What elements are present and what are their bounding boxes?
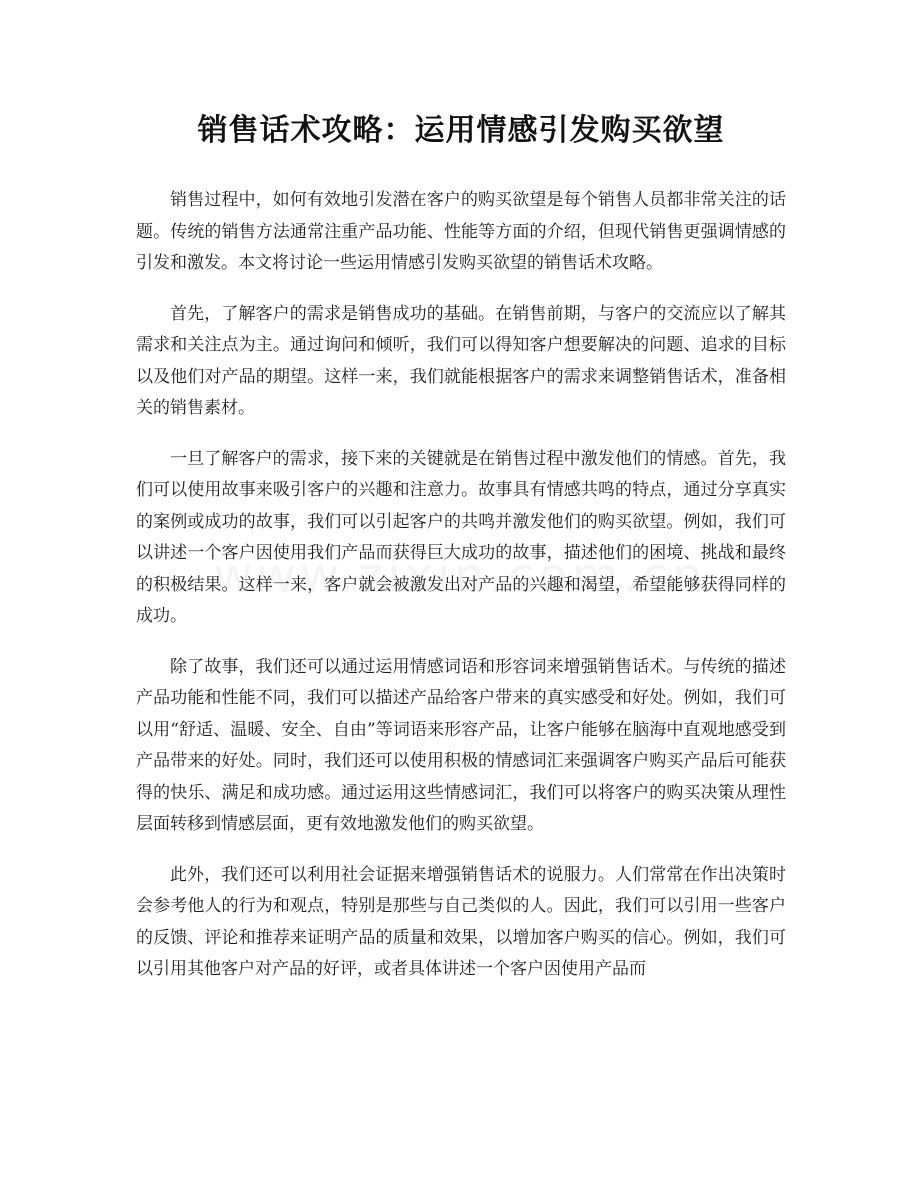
paragraph-understand-needs: 首先，了解客户的需求是销售成功的基础。在销售前期，与客户的交流应以了解其需求和关注点为主。通过询问和倾听，我们可以得知客户想要解决的问题、追求的目标以及他们对产品的期望。这样一来，我们就能根据客户的需求来调整销售话术，准备相关的销售素材。 [136, 303, 786, 418]
paragraph-emotional-words: 除了故事，我们还可以通过运用情感词语和形容词来增强销售话术。与传统的描述产品功能和性能不同，我们可以描述产品给客户带来的真实感受和好处。例如，我们可以用“舒适、温暖、安全、自由”等词语来形容产品，让客户能够在脑海中直观地感受到产品带来的好处。同时，我们还可以使用积极的情感词汇来强调客户购买产品后可能获得的快乐、满足和成功感。通过运用这些情感词汇，我们可以将客户的购买决策从理性层面转移到情感层面，更有效地激发他们的购买欲望。 [136, 656, 786, 834]
paragraph-storytelling: 一旦了解客户的需求，接下来的关键就是在销售过程中激发他们的情感。首先，我们可以使用故事来吸引客户的兴趣和注意力。故事具有情感共鸣的特点，通过分享真实的案例或成功的故事，我们可以引起客户的共鸣并激发他们的购买欲望。例如，我们可以讲述一个客户因使用我们产品而获得巨大成功的故事，描述他们的困境、挑战和最终的积极结果。这样一来，客户就会被激发出对产品的兴趣和渴望，希望能够获得同样的成功。 [136, 448, 786, 626]
document-title: 销售话术攻略：运用情感引发购买欲望 [197, 113, 725, 148]
document-page [136, 105, 786, 1005]
document-body [136, 185, 786, 986]
paragraph-social-proof: 此外，我们还可以利用社会证据来增强销售话术的说服力。人们常常在作出决策时会参考他人的行为和观点，特别是那些与自己类似的人。因此，我们可以引用一些客户的反馈、评论和推荐来证明产品的质量和效果，以增加客户购买的信心。例如，我们可以引用其他客户对产品的好评，或者具体讲述一个客户因使用产品而 [136, 864, 786, 979]
paragraph-intro: 销售过程中，如何有效地引发潜在客户的购买欲望是每个销售人员都非常关注的话题。传统的销售方法通常注重产品功能、性能等方面的介绍，但现代销售更强调情感的引发和激发。本文将讨论一些运用情感引发购买欲望的销售话术攻略。 [136, 190, 786, 273]
